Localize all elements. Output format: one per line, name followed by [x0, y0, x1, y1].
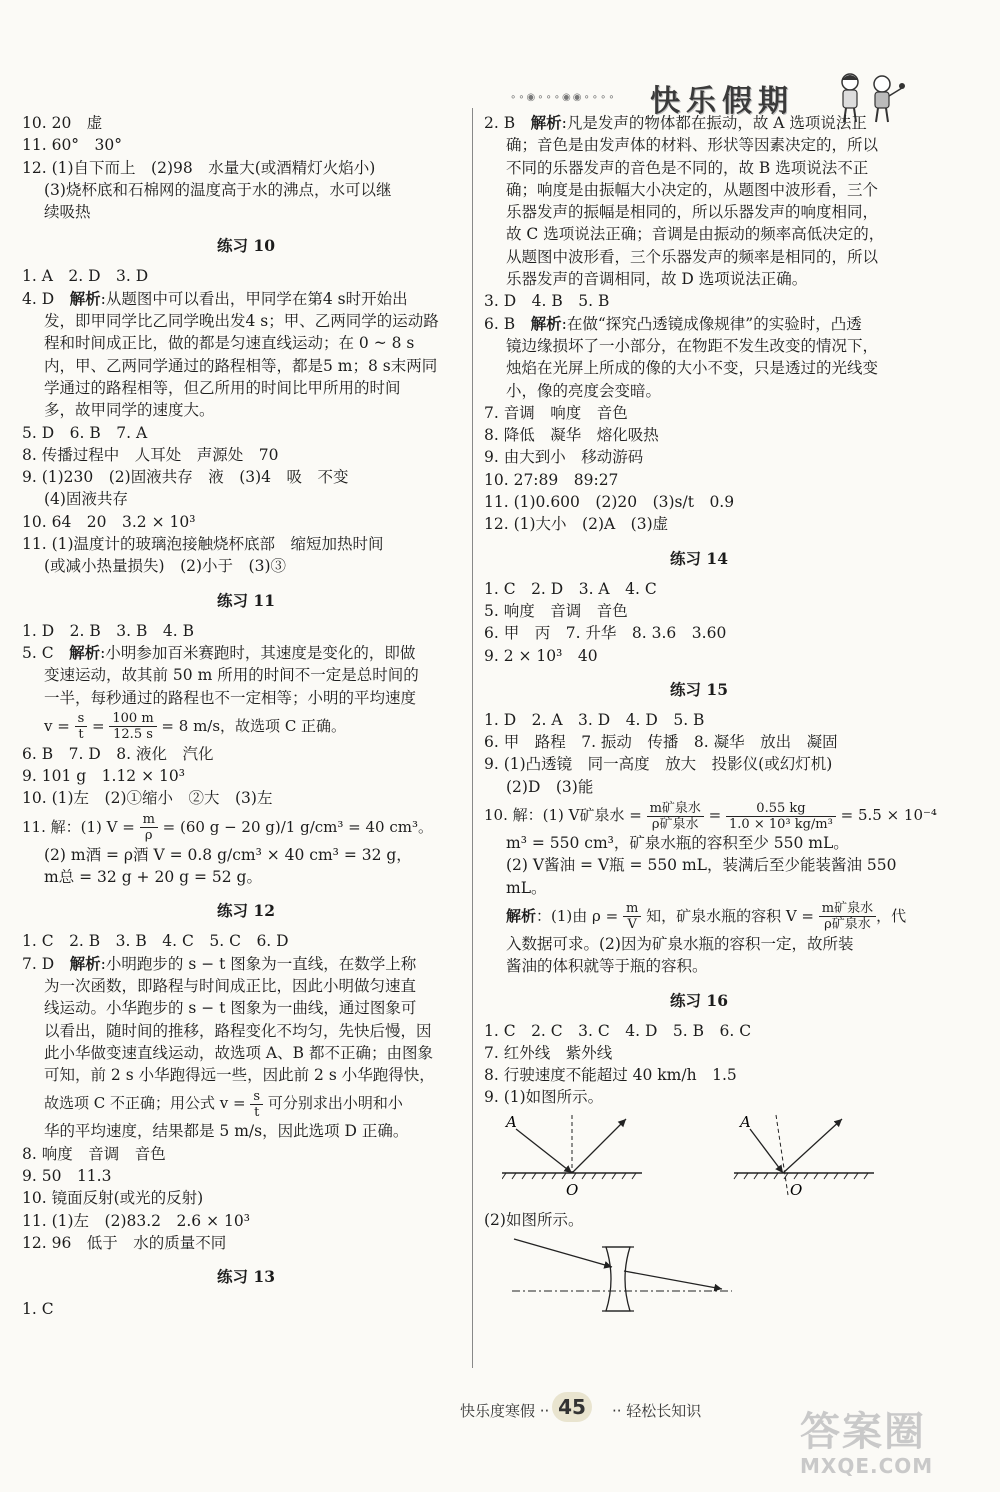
formula-line: 解析：(1)由 ρ = $\frac{m}{V}$ 知，矿泉水瓶的容积 V = $\frac{\text{m矿泉水}}{\text{ρ矿泉水}}$ ，代 — [506, 901, 907, 933]
answer-line: (2) V酱油 = V瓶 = 550 mL，装满后至少能装酱油 550 — [506, 856, 897, 875]
fraction: $\frac{0.55 kg}{\text{1.0 × 10³ kg/m³}}$ — [726, 801, 836, 832]
fraction: $\frac{s}{t}$ — [250, 1089, 263, 1120]
watermark-url: MXQE.COM — [800, 1454, 934, 1478]
answer-line: 7. 红外线 紫外线 — [484, 1043, 613, 1062]
answer-line: 烛焰在光屏上所成的像的大小不变，只是透过的光线变 — [506, 359, 879, 378]
answer-line: 为一次函数，即路程与时间成正比，因此小明做匀速直 — [44, 976, 417, 995]
analysis-label: 解析 — [506, 906, 537, 925]
section-title-12: 练习 12 — [217, 901, 275, 921]
answer-line: 8. 降低 凝华 熔化吸热 — [484, 426, 659, 445]
answer-line: 镜边缘损坏了一小部分，在物距不发生改变的情况下， — [506, 336, 879, 355]
analysis-label: 解析 — [69, 642, 101, 662]
answer-line: 6. B 7. D 8. 液化 汽化 — [22, 744, 214, 763]
analysis-label: 解析 — [530, 113, 562, 132]
answer-line: 11. (1)0.600 (2)20 (3)s/t 0.9 — [484, 493, 735, 512]
answer-line: 变速运动，故其前 50 m 所用的时间不一定是总时间的 — [44, 666, 419, 685]
watermark-logo — [800, 1410, 990, 1484]
answer-line: 10. 镜面反射(或光的反射) — [22, 1189, 204, 1208]
answer-line: (2)D (3)能 — [506, 777, 594, 796]
answer-line: 乐器发声的音调相同，故 D 选项说法正确。 — [506, 270, 808, 289]
answer-line: 内，甲、乙两同学通过的路程相等，都是5 m；8 s末两同 — [44, 356, 438, 375]
point-a-label: A — [740, 1112, 751, 1131]
answer-line: 1. D 2. B 3. B 4. B — [22, 621, 194, 640]
fraction: $\frac{100 m}{12.5 s}$ — [109, 711, 156, 742]
answer-line: 9. (1)如图所示。 — [484, 1088, 604, 1107]
watermark-title: 答案圈 — [800, 1409, 926, 1455]
fraction: $\frac{\text{m矿泉水}}{\text{ρ矿泉水}}$ — [819, 901, 876, 932]
analysis-label: 解析 — [69, 953, 101, 973]
answer-line: (2)如图所示。 — [484, 1210, 584, 1229]
answer-line: 9. (1)230 (2)固液共存 液 (3)4 吸 不变 — [22, 468, 349, 487]
right-column — [484, 112, 937, 1321]
answer-line: 酱油的体积就等于瓶的容积。 — [506, 957, 708, 976]
footer-left-text: 快乐度寒假 ·· — [460, 1402, 550, 1420]
answer-line: 9. 由大到小 移动游码 — [484, 448, 644, 467]
answer-line: 此小华做变速直线运动，故选项 A、B 都不正确；由图象 — [44, 1043, 433, 1062]
answer-line: 多，故甲同学的速度大。 — [44, 401, 215, 420]
fraction: $\frac{m}{\rho}$ — [140, 812, 158, 843]
answer-line: 11. 60° 30° — [22, 136, 123, 155]
answer-line: 学通过的路程相等，但乙所用的时间比甲所用的时间 — [44, 378, 401, 397]
answer-line: 6. B 解析:在做“探究凸透镜成像规律”的实验时，凸透 — [484, 313, 862, 333]
formula-line: 10. 解：(1) V矿泉水 = $\frac{\text{m矿泉水}}{\text{ρ矿泉水}}$ = $\frac{0.55 kg}{\text{1.0 × 10³ kg/m³}}$ = 5.5 × 10⁻⁴ — [484, 800, 937, 832]
section-title-11: 练习 11 — [217, 590, 275, 610]
answer-line: 小，像的亮度会变暗。 — [506, 381, 662, 400]
answer-line: 9. 50 11.3 — [22, 1166, 112, 1185]
fraction: $\frac{\text{m矿泉水}}{\text{ρ矿泉水}}$ — [647, 801, 704, 832]
answer-line: m总 = 32 g + 20 g = 52 g。 — [44, 868, 262, 887]
section-title-15: 练习 15 — [670, 679, 728, 699]
answer-line: 6. 甲 路程 7. 振动 传播 8. 凝华 放出 凝固 — [484, 733, 838, 752]
lens-diagram — [502, 1235, 742, 1315]
answer-line: 8. 行驶速度不能超过 40 km/h 1.5 — [484, 1066, 737, 1085]
answer-line: 从题图中波形看，三个乐器发声的频率是相同的，所以 — [506, 247, 879, 266]
answer-line: 10. 64 20 3.2 × 10³ — [22, 512, 196, 531]
answer-line: 9. 101 g 1.12 × 10³ — [22, 767, 185, 786]
point-o-label: O — [566, 1180, 579, 1199]
answer-line: 12. (1)大小 (2)A (3)虚 — [484, 515, 669, 534]
formula-line: v = $\frac{s}{t}$ = $\frac{100 m}{12.5 s}$ = 8 m/s，故选项 C 正确。 — [44, 711, 347, 743]
answer-line: 8. 传播过程中 人耳处 声源处 70 — [22, 445, 279, 464]
answer-line: 4. D 解析:从题图中可以看出，甲同学在第4 s时开始出 — [22, 288, 408, 308]
analysis-label: 解析 — [530, 313, 562, 333]
fraction: $\frac{s}{t}$ — [75, 711, 88, 742]
answer-line: 1. C 2. C 3. C 4. D 5. B 6. C — [484, 1021, 752, 1040]
answer-line: 12. 96 低于 水的质量不同 — [22, 1233, 227, 1252]
section-title-13: 练习 13 — [217, 1267, 275, 1287]
answer-line: (4)固液共存 — [44, 490, 128, 509]
answer-line: (2) m酒 = ρ酒 V = 0.8 g/cm³ × 40 cm³ = 32 g， — [44, 845, 412, 864]
section-title-16: 练习 16 — [670, 990, 728, 1010]
answer-line: 一半，每秒通过的路程也不一定相等；小明的平均速度 — [44, 688, 417, 707]
header-dots: ∘∘◉∘∘∘◉◉∘∘∘∘ — [510, 92, 617, 103]
answer-line: 故 C 选项说法正确；音调是由振动的频率高低决定的， — [506, 225, 885, 244]
answer-line: 可知，前 2 s 小华跑得远一些，因此前 2 s 小华跑得快， — [44, 1066, 435, 1085]
fraction: $\frac{m}{V}$ — [623, 901, 641, 932]
section-title-10: 练习 10 — [217, 236, 275, 256]
answer-line: 不同的乐器发声的音色是不同的，故 B 选项说法不正 — [506, 158, 869, 177]
answer-line: 6. 甲 丙 7. 升华 8. 3.6 3.60 — [484, 624, 727, 643]
answer-line: 线运动。小华跑步的 s − t 图象为一曲线，通过图象可 — [44, 999, 417, 1018]
page-number: 45 — [552, 1392, 592, 1422]
answer-line: 2. B 解析:凡是发声的物体都在振动，故 A 选项说法正 — [484, 113, 867, 132]
answer-line: 1. C 2. D 3. A 4. C — [484, 579, 657, 598]
answer-line: 12. (1)自下而上 (2)98 水量大(或酒精灯火焰小) — [22, 158, 376, 177]
header-title: 快乐假期 — [650, 84, 794, 119]
answer-line: 续吸热 — [44, 203, 91, 222]
formula-line: 故选项 C 不正确；用公式 v = $\frac{s}{t}$ 可分别求出小明和小 — [44, 1088, 403, 1120]
answer-line: 1. A 2. D 3. D — [22, 267, 149, 286]
reflection-diagram — [502, 1113, 882, 1203]
answer-line: 华的平均速度，结果都是 5 m/s，因此选项 D 正确。 — [44, 1122, 409, 1141]
answer-line: 程和时间成正比，做的都是匀速直线运动；在 0 ~ 8 s — [44, 334, 415, 353]
answer-line: 5. 响度 音调 音色 — [484, 601, 628, 620]
answer-line: 11. (1)温度计的玻璃泡接触烧杯底部 缩短加热时间 — [22, 535, 384, 554]
answer-line: m³ = 550 cm³，矿泉水瓶的容积至少 550 mL。 — [506, 834, 849, 853]
answer-line: 以看出，随时间的推移，路程变化不均匀，先快后慢，因 — [44, 1021, 432, 1040]
answer-line: 10. 20 虚 — [22, 114, 103, 132]
answer-line: 发，即甲同学比乙同学晚出发4 s；甲、乙两同学的运动路 — [44, 312, 439, 331]
left-column — [22, 112, 470, 1320]
answer-line: 确；响度是由振幅大小决定的，从题图中波形看，三个 — [506, 180, 879, 199]
answer-line: 11. (1)左 (2)83.2 2.6 × 10³ — [22, 1211, 250, 1230]
answer-line: 9. (1)凸透镜 同一高度 放大 投影仪(或幻灯机) — [484, 755, 833, 774]
column-divider — [472, 108, 473, 1368]
answer-line: (3)烧杯底和石棉网的温度高于水的沸点，水可以继 — [44, 180, 392, 199]
answer-line: 5. C 解析:小明参加百米赛跑时，其速度是变化的，即做 — [22, 642, 416, 662]
answer-line: 确；音色是由发声体的材料、形状等因素决定的，所以 — [506, 136, 879, 155]
section-title-14: 练习 14 — [670, 548, 728, 568]
footer-right-text: ·· 轻松长知识 — [612, 1402, 702, 1420]
formula-line: 11. 解：(1) V = $\frac{m}{\rho}$ = (60 g − 20 g)/1 g/cm³ = 40 cm³。 — [22, 812, 433, 844]
answer-line: 入数据可求。(2)因为矿泉水瓶的容积一定，故所装 — [506, 934, 854, 953]
answer-line: 10. (1)左 (2)①缩小 ②大 (3)左 — [22, 789, 273, 808]
answer-line: 1. C — [22, 1300, 54, 1319]
answer-line: 9. 2 × 10³ 40 — [484, 646, 598, 665]
analysis-label: 解析 — [69, 288, 101, 308]
answer-line: 7. 音调 响度 音色 — [484, 403, 628, 422]
answer-line: 5. D 6. B 7. A — [22, 423, 148, 442]
answer-line: 1. D 2. A 3. D 4. D 5. B — [484, 710, 705, 729]
answer-line: 8. 响度 音调 音色 — [22, 1144, 166, 1163]
answer-line: 1. C 2. B 3. B 4. C 5. C 6. D — [22, 932, 289, 951]
point-a-label: A — [506, 1112, 517, 1131]
answer-line: 7. D 解析:小明跑步的 s − t 图象为一直线，在数学上称 — [22, 953, 417, 973]
answer-line: 10. 27:89 89:27 — [484, 470, 619, 489]
answer-line: (或减小热量损失) (2)小于 (3)③ — [44, 557, 287, 576]
answer-line: 乐器发声的振幅是相同的，所以乐器发声的响度相同， — [506, 203, 879, 222]
point-o-label: O — [790, 1180, 803, 1199]
answer-line: mL。 — [506, 878, 547, 897]
answer-line: 3. D 4. B 5. B — [484, 292, 610, 311]
